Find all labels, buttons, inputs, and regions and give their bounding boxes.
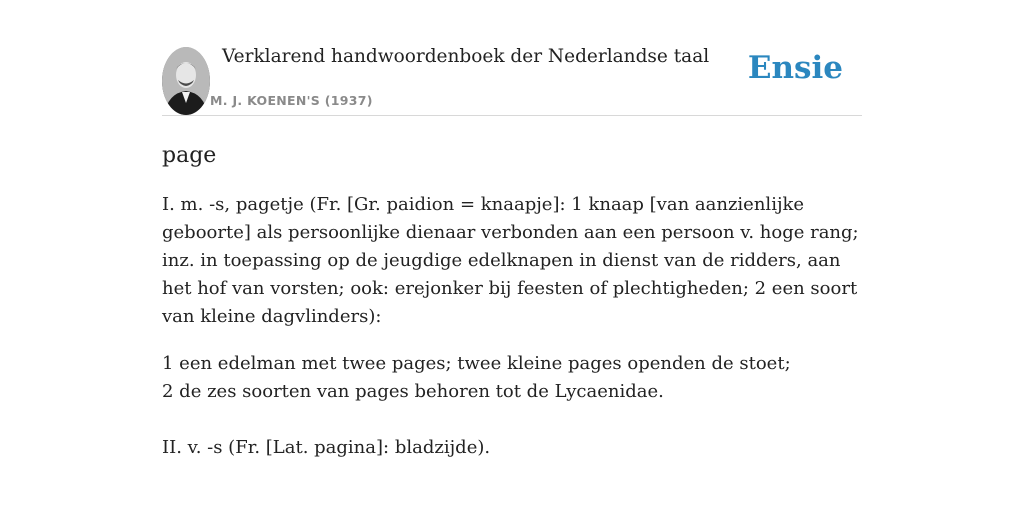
brand-logo-link[interactable]: Ensie [747,50,843,86]
author-label: M. J. KOENEN'S (1937) [210,93,373,108]
book-title: Verklarend handwoordenboek der Nederlandse taal [222,46,710,67]
entry-headword: page [162,143,217,168]
example-line: 1 een edelman met twee pages; twee kleine pages openden de stoet; [162,353,791,374]
example-line: 2 de zes soorten van pages behoren tot de Lycaenidae. [162,381,664,402]
page-container [162,0,862,462]
author-portrait [162,47,210,115]
entry-examples [162,350,862,406]
entry-definition: I. m. -s, pagetje (Fr. [Gr. paidion = knaapje]: 1 knaap [van aanzienlijke geboorte] als persoonlijke dienaar verbonden aan een persoon v. hoge rang; inz. in toepassing op de jeugdige edelknapen in dienst van de ridders, aan het hof van vorsten; ook: erejonker bij feesten of plechtigheden; 2 een soort van kleine dagvlinders): [162,194,859,327]
entry-sense-two: II. v. -s (Fr. [Lat. pagina]: bladzijde). [162,437,491,458]
site-header [162,0,862,116]
